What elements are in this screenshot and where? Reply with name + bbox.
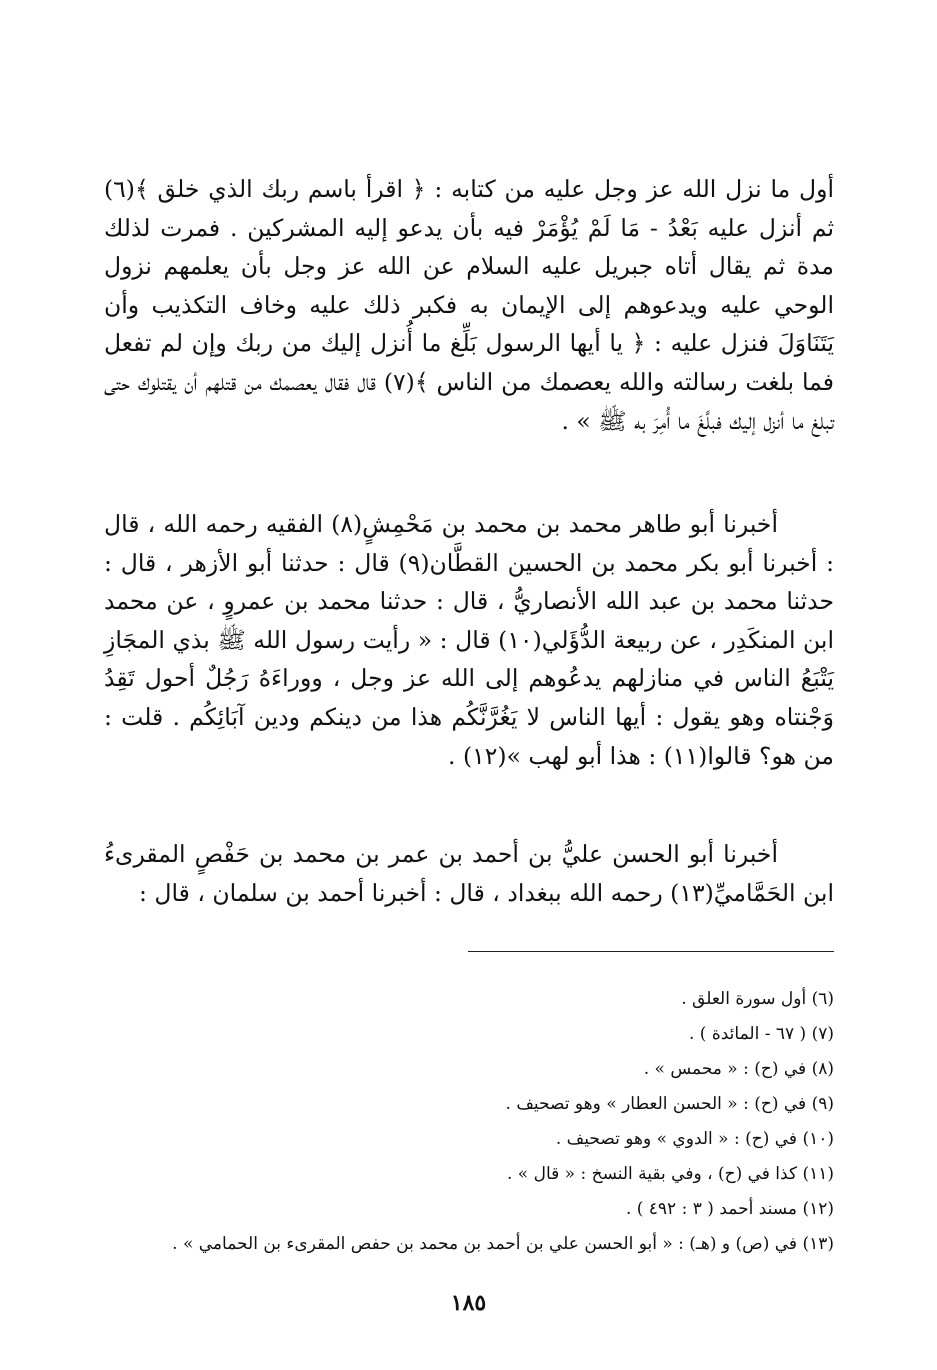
footnote-11: (١١) كذا في (ح) ، وفي بقية النسخ : « قال » . xyxy=(507,1164,834,1184)
footnote-divider xyxy=(468,951,834,952)
footnote-13: (١٣) في (ص) و (هـ) : « أبو الحسن علي بن أحمد بن محمد بن حفص المقرىء بن الحمامي » . xyxy=(172,1234,834,1254)
footnote-9: (٩) في (ح) : « الحسن العطار » وهو تصحيف . xyxy=(505,1094,834,1114)
paragraph-first-revelation: أول ما نزل الله عز وجل عليه من كتابه : ﴿ اقرأ باسم ربك الذي خلق ﴾(٦) ثم أنزل عليه بَعْدُ - مَا لَمْ يُؤْمَرْ فيه بأن يدعو إليه المشركين . فمرت لذلك مدة ثم يقال أتاه جبريل عليه السلام عن الله عز وجل بأن يعلمهم نزول الوحي عليه ويدعوهم إلى الإيمان به فكبر ذلك عليه وخاف التكذيب وأن يَتَنَاوَلَ فنزل عليه : ﴿ يا أيها الرسول بَلِّغ ما أُنزل إليك من ربك وإن لم تفعل فما بلغت رسالته والله يعصمك من الناس ﴾(٧) قال فقال يعصمك من قتلهم أن يقتلوك حتى تبلغ ما أنزل إليك فبلَّغَ ما أُمِرَ به ﷺ » . xyxy=(104,175,834,435)
footnotes-list xyxy=(104,982,834,1262)
footnote-12: (١٢) مسند أحمد ( ٣ : ٤٩٢ ) . xyxy=(625,1199,834,1219)
footnote-6: (٦) أول سورة العلق . xyxy=(681,989,834,1009)
paragraph-isnad-hammami: أخبرنا أبو الحسن عليُّ بن أحمد بن عمر بن محمد بن حَفْصٍ المقرىءُ ابن الحَمَّاميِّ(١٣) رحمه الله ببغداد ، قال : أخبرنا أحمد بن سلمان ، قال : xyxy=(104,840,834,907)
footnote-7: (٧) ( ٦٧ - المائدة ) . xyxy=(689,1024,834,1044)
paragraph-hadith-rabia: أخبرنا أبو طاهر محمد بن محمد بن مَحْمِشٍ(٨) الفقيه رحمه الله ، قال : أخبرنا أبو بكر محمد بن الحسين القطَّان(٩) قال : حدثنا أبو الأزهر ، قال : حدثنا محمد بن عبد الله الأنصاريُّ ، قال : حدثنا محمد بن عمروٍ ، عن محمد ابن المنكَدِر ، عن ربيعة الدُّؤَلي(١٠) قال : « رأيت رسول الله ﷺ بذي المجَازِ يَتْبَعُ الناس في منازلهم يدعُوهم إلى الله عز وجل ، ووراءَهُ رَجُلٌ أحول تَقِدُ وَجْنتاه وهو يقول : أيها الناس لا يَغُرَّنَّكُم هذا من دينكم ودين آبَائِكُم . قلت : من هو؟ قالوا(١١) : هذا أبو لهب »(١٢) . xyxy=(104,510,834,770)
footnote-8: (٨) في (ح) : « محمس » . xyxy=(643,1059,834,1079)
page-number: ١٨٥ xyxy=(450,1290,487,1316)
footnote-10: (١٠) في (ح) : « الدوي » وهو تصحيف . xyxy=(555,1129,834,1149)
